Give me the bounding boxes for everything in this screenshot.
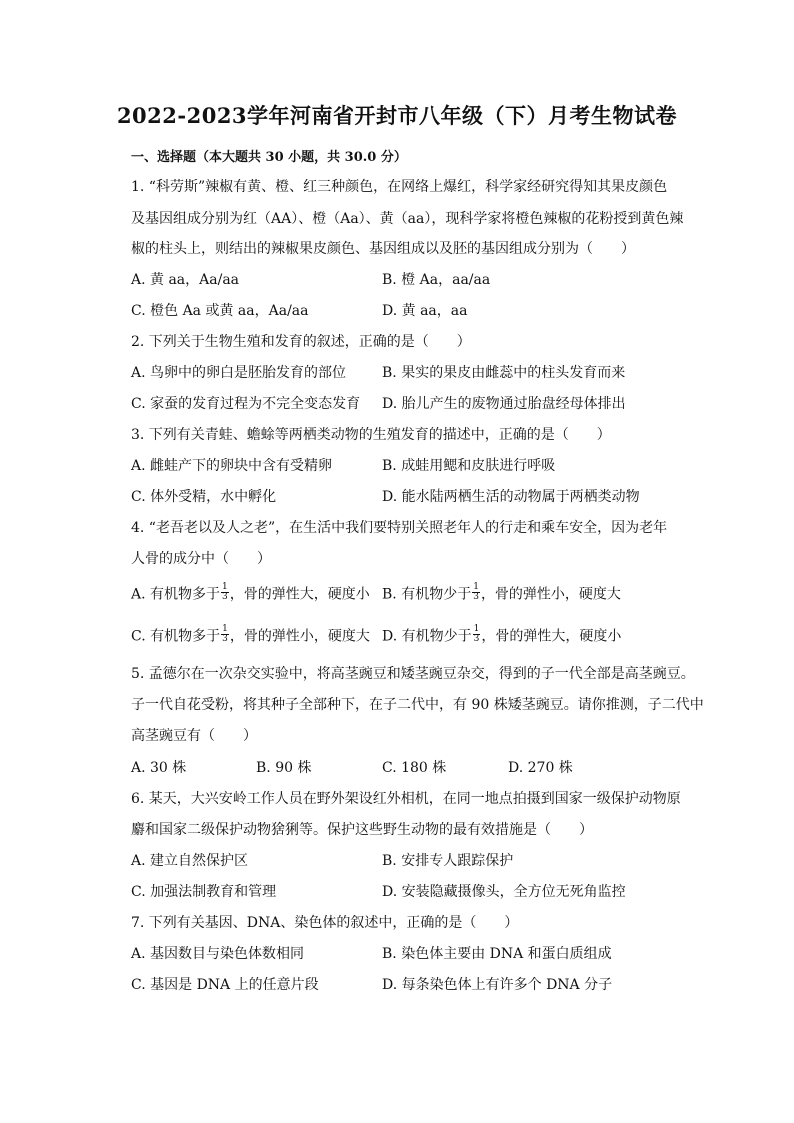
question-4-option-a [131,582,370,604]
question-2-stem: 2. 下列关于生物生殖和发育的叙述，正确的是（ ） [131,334,471,350]
fraction-denominator: 3 [222,634,228,644]
question-5-option-c: C. 180 株 [382,760,447,776]
fraction-numerator: 1 [222,624,228,634]
question-3-option-d: D. 能水陆两栖生活的动物属于两栖类动物 [382,489,640,505]
option-d-suffix: ，骨的弹性大，硬度小 [481,628,622,645]
fraction-numerator: 1 [222,582,228,592]
fraction-numerator: 1 [473,582,479,592]
question-1-option-d: D. 黄 aa，aa [382,303,468,319]
question-6-line-2: 麝和国家二级保护动物猞猁等。保护这些野生动物的最有效措施是（ ） [131,822,593,838]
question-4-option-c [131,624,370,646]
question-2-option-c: C. 家蚕的发育过程为不完全变态发育 [131,396,361,412]
question-5-option-b: B. 90 株 [256,760,312,776]
fraction-one-third [221,625,229,644]
question-5-line-1: 5. 孟德尔在一次杂交实验中，将高茎豌豆和矮茎豌豆杂交，得到的子一代全部是高茎豌豆。 [131,666,695,682]
question-6-option-b: B. 安排专人跟踪保护 [382,853,514,869]
fraction-one-third [472,583,480,602]
question-2-option-b: B. 果实的果皮由雌蕊中的柱头发育而来 [382,365,626,381]
option-c-prefix: C. 有机物多于 [131,628,221,645]
question-5-line-2: 子一代自花受粉，将其种子全部种下，在子二代中，有 90 株矮茎豌豆。请你推测，子二代中 [131,697,704,713]
question-1-line-1: 1. “科劳斯”辣椒有黄、橙、红三种颜色，在网络上爆红，科学家经研究得知其果皮颜色 [131,179,668,195]
fraction-denominator: 3 [473,592,479,602]
option-b-prefix: B. 有机物少于 [382,586,472,603]
question-2-option-a: A. 鸟卵中的卵白是胚胎发育的部位 [131,365,347,381]
question-1-line-3: 椒的柱头上，则结出的辣椒果皮颜色、基因组成以及胚的基因组成分别为（ ） [131,241,635,257]
exam-title: 2022-2023学年河南省开封市八年级（下）月考生物试卷 [116,103,678,128]
question-4-line-1: 4. “老吾老以及人之老”，在生活中我们要特别关照老年人的行走和乘车安全，因为老年 [131,520,668,536]
question-6-option-a: A. 建立自然保护区 [131,853,249,869]
fraction-numerator: 1 [473,624,480,634]
question-6-option-c: C. 加强法制教育和管理 [131,884,277,900]
question-7-stem: 7. 下列有关基因、DNA、染色体的叙述中，正确的是（ ） [131,915,519,931]
question-2-option-d: D. 胎儿产生的废物通过胎盘经母体排出 [382,396,626,412]
question-6-option-d: D. 安装隐藏摄像头，全方位无死角监控 [382,884,626,900]
question-7-option-b: B. 染色体主要由 DNA 和蛋白质组成 [382,946,612,962]
question-5-line-3: 高茎豌豆有（ ） [131,728,257,744]
question-5-option-a: A. 30 株 [131,760,187,776]
question-3-stem: 3. 下列有关青蛙、蟾蜍等两栖类动物的生殖发育的描述中，正确的是（ ） [131,427,611,443]
question-1-option-a: A. 黄 aa，Aa/aa [131,272,240,288]
question-7-option-d: D. 每条染色体上有许多个 DNA 分子 [382,977,613,993]
question-4-option-b [382,582,621,604]
question-7-option-a: A. 基因数目与染色体数相同 [131,946,305,962]
option-c-suffix: ，骨的弹性小，硬度大 [229,628,370,645]
fraction-denominator: 3 [473,634,480,644]
fraction-denominator: 3 [222,592,228,602]
question-7-option-c: C. 基因是 DNA 上的任意片段 [131,977,319,993]
question-5-option-d: D. 270 株 [508,760,573,776]
section-heading: 一、选择题（本大题共 30 小题，共 30.0 分） [131,150,407,165]
option-b-suffix: ，骨的弹性小，硬度大 [480,586,621,603]
question-3-option-c: C. 体外受精，水中孵化 [131,489,277,505]
fraction-one-third [221,583,229,602]
option-d-prefix: D. 有机物少于 [382,628,472,645]
question-3-option-b: B. 成蛙用鳃和皮肤进行呼吸 [382,458,556,474]
question-1-line-2: 及基因组成分别为红（AA）、橙（Aa）、黄（aa），现科学家将橙色辣椒的花粉授到黄色辣 [131,211,684,227]
option-a-suffix: ，骨的弹性大，硬度小 [229,586,370,603]
fraction-one-third [473,625,481,644]
question-1-option-c: C. 橙色 Aa 或黄 aa，Aa/aa [131,303,309,319]
option-a-prefix: A. 有机物多于 [131,586,221,603]
question-1-option-b: B. 橙 Aa，aa/aa [382,272,491,288]
question-4-option-d [382,624,622,646]
question-6-line-1: 6. 某天，大兴安岭工作人员在野外架设红外相机，在同一地点拍摄到国家一级保护动物原 [131,791,681,807]
question-3-option-a: A. 雌蛙产下的卵块中含有受精卵 [131,458,333,474]
question-4-line-2: 人骨的成分中（ ） [131,551,271,567]
